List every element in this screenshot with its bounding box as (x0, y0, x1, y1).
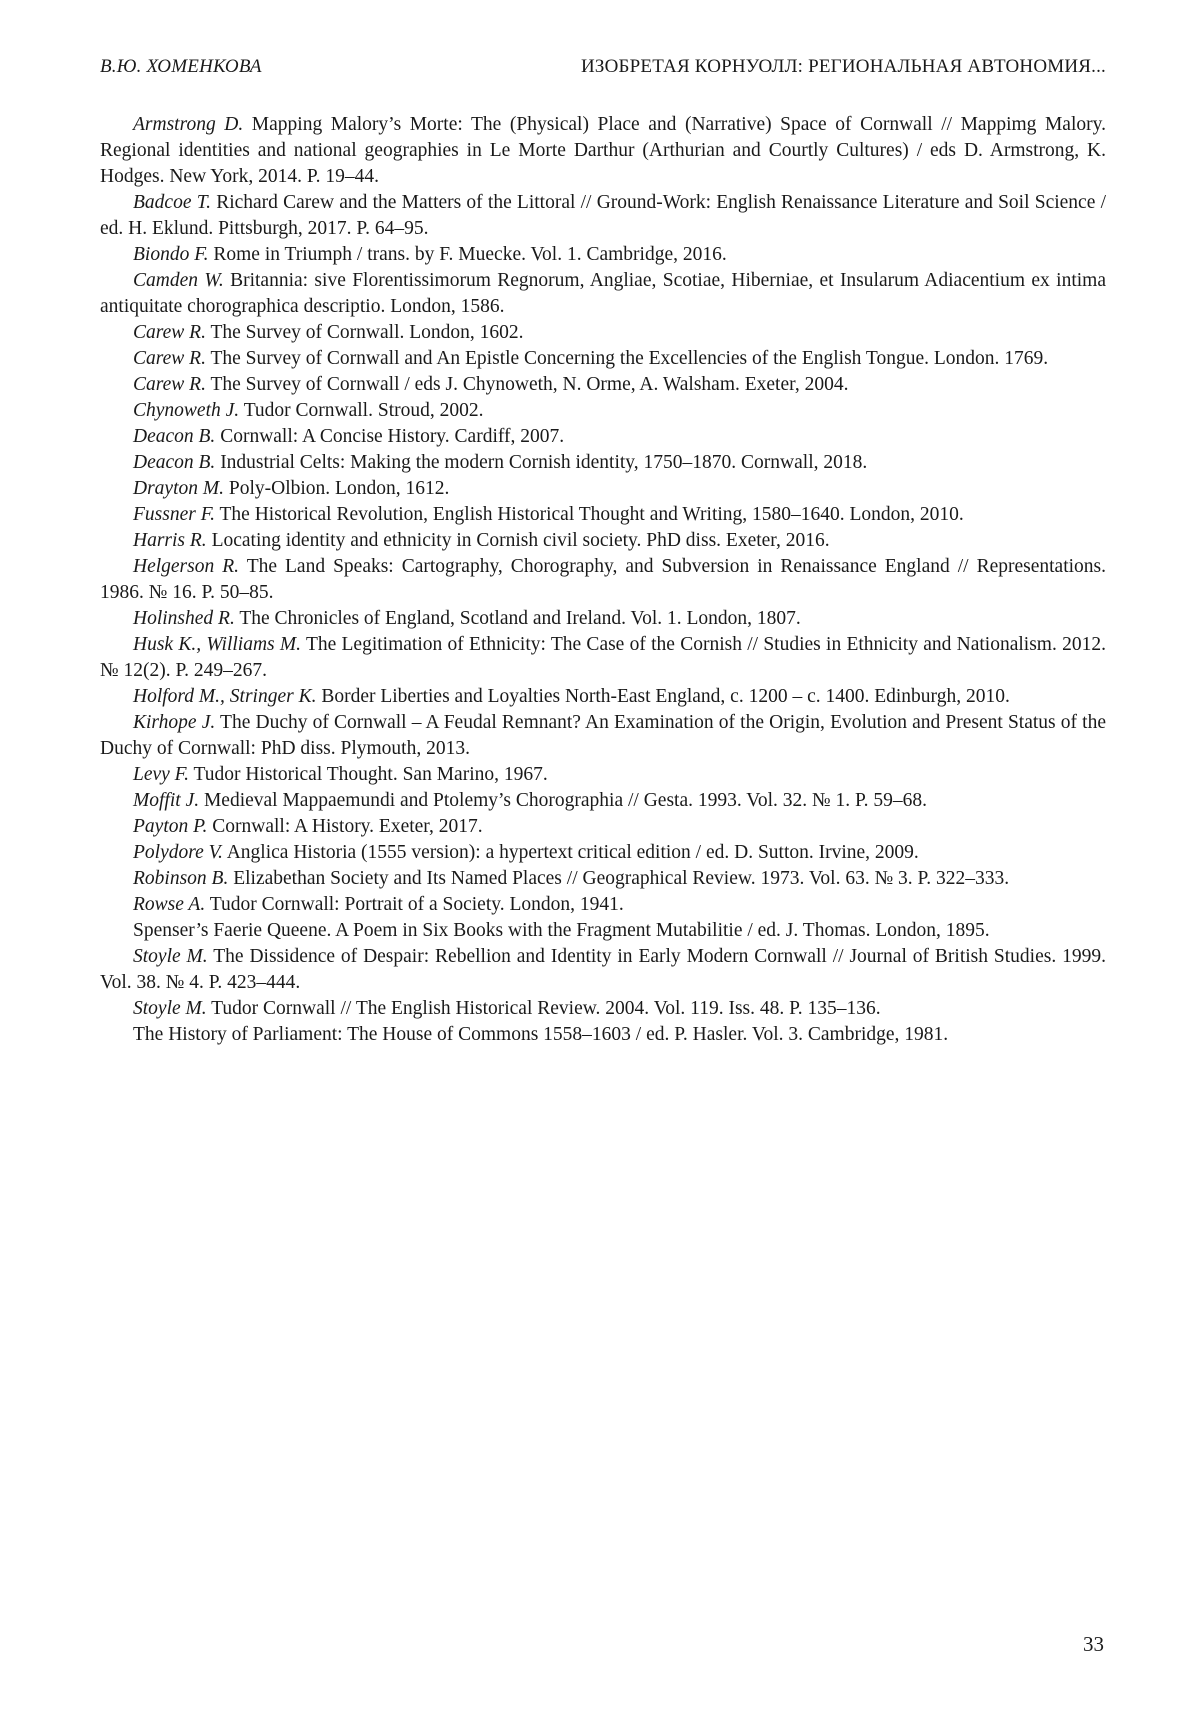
reference-text: The Survey of Cornwall. London, 1602. (210, 322, 524, 343)
reference-author: Payton P. (133, 816, 208, 837)
reference-entry (100, 710, 1106, 762)
reference-entry (100, 606, 1106, 632)
reference-entry (100, 788, 1106, 814)
reference-entry (100, 632, 1106, 684)
reference-author: Kirhope J. (133, 712, 216, 733)
reference-text: Cornwall: A Concise History. Cardiff, 2007. (220, 426, 565, 447)
reference-author: Deacon B. (133, 452, 216, 473)
reference-text: Anglica Historia (1555 version): a hypertext critical edition / ed. D. Sutton. Irvine, 2009. (226, 842, 919, 863)
reference-entry (100, 918, 1106, 944)
reference-entry (100, 372, 1106, 398)
reference-entry (100, 476, 1106, 502)
reference-text: The Chronicles of England, Scotland and Ireland. Vol. 1. London, 1807. (239, 608, 801, 629)
reference-text: Richard Carew and the Matters of the Littoral // Ground-Work: English Renaissance Literature and Soil Science / ed. H. Eklund. Pittsburgh, 2017. P. 64–95. (100, 192, 1106, 239)
reference-author: Robinson B. (133, 868, 229, 889)
reference-text: Tudor Historical Thought. San Marino, 1967. (193, 764, 548, 785)
reference-text: The Legitimation of Ethnicity: The Case of the Cornish // Studies in Ethnicity and Nationalism. 2012. № 12(2). P. 249–267. (100, 634, 1106, 681)
reference-text: Spenser’s Faerie Queene. A Poem in Six Books with the Fragment Mutabilitie / ed. J. Thomas. London, 1895. (133, 920, 990, 941)
reference-author: Stoyle M. (133, 998, 207, 1019)
reference-entry (100, 892, 1106, 918)
reference-author: Deacon B. (133, 426, 216, 447)
reference-entry (100, 242, 1106, 268)
reference-text: Rome in Triumph / trans. by F. Muecke. Vol. 1. Cambridge, 2016. (213, 244, 727, 265)
reference-entry (100, 996, 1106, 1022)
references-list (100, 112, 1106, 1048)
reference-text: Elizabethan Society and Its Named Places // Geographical Review. 1973. Vol. 63. № 3. P. 322–333. (233, 868, 1010, 889)
reference-text: Tudor Cornwall // The English Historical Review. 2004. Vol. 119. Iss. 48. P. 135–136. (211, 998, 881, 1019)
reference-entry (100, 866, 1106, 892)
reference-author: Drayton M. (133, 478, 224, 499)
reference-text: The Survey of Cornwall and An Epistle Concerning the Excellencies of the English Tongue. London. 1769. (210, 348, 1049, 369)
reference-entry (100, 944, 1106, 996)
reference-entry (100, 554, 1106, 606)
reference-entry (100, 528, 1106, 554)
reference-author: Moffit J. (133, 790, 200, 811)
reference-author: Badcoe T. (133, 192, 211, 213)
reference-text: Cornwall: A History. Exeter, 2017. (212, 816, 483, 837)
reference-entry (100, 1022, 1106, 1048)
reference-author: Polydore V. (133, 842, 223, 863)
reference-author: Husk K., Williams M. (133, 634, 302, 655)
reference-text: The Dissidence of Despair: Rebellion and Identity in Early Modern Cornwall // Journal of British Studies. 1999. Vol. 38. № 4. P. 423–444. (100, 946, 1106, 993)
reference-entry (100, 840, 1106, 866)
reference-entry (100, 424, 1106, 450)
reference-text: The Survey of Cornwall / eds J. Chynoweth, N. Orme, A. Walsham. Exeter, 2004. (210, 374, 849, 395)
reference-text: Mapping Malory’s Morte: The (Physical) Place and (Narrative) Space of Cornwall // Mappimg Malory. Regional identities and national geographies in Le Morte Darthur (Arthurian and Courtly Cultures) / eds D. Armstrong, K. Hodges. New York, 2014. P. 19–44. (100, 114, 1106, 187)
reference-author: Armstrong D. (133, 114, 244, 135)
reference-entry (100, 320, 1106, 346)
reference-entry (100, 450, 1106, 476)
reference-text: Tudor Cornwall. Stroud, 2002. (243, 400, 484, 421)
reference-author: Fussner F. (133, 504, 215, 525)
reference-author: Carew R. (133, 348, 206, 369)
reference-text: Britannia: sive Florentissimorum Regnorum, Angliae, Scotiae, Hiberniae, et Insularum Adiacentium ex intima antiquitate chorographica descriptio. London, 1586. (100, 270, 1106, 317)
running-head-title: ИЗОБРЕТАЯ КОРНУОЛЛ: РЕГИОНАЛЬНАЯ АВТОНОМИЯ... (580, 56, 1106, 77)
reference-text: The History of Parliament: The House of Commons 1558–1603 / ed. P. Hasler. Vol. 3. Cambridge, 1981. (133, 1024, 949, 1045)
reference-author: Biondo F. (133, 244, 209, 265)
reference-entry (100, 762, 1106, 788)
reference-author: Levy F. (133, 764, 189, 785)
reference-author: Camden W. (133, 270, 224, 291)
reference-author: Rowse A. (133, 894, 206, 915)
reference-author: Chynoweth J. (133, 400, 240, 421)
reference-entry (100, 684, 1106, 710)
reference-author: Carew R. (133, 322, 206, 343)
reference-author: Helgerson R. (133, 556, 240, 577)
reference-text: Medieval Mappaemundi and Ptolemy’s Chorographia // Gesta. 1993. Vol. 32. № 1. P. 59–68. (203, 790, 928, 811)
reference-author: Carew R. (133, 374, 206, 395)
reference-author: Harris R. (133, 530, 207, 551)
reference-entry (100, 398, 1106, 424)
reference-author: Holford M., Stringer K. (133, 686, 317, 707)
reference-author: Stoyle M. (133, 946, 208, 967)
reference-text: Poly-Olbion. London, 1612. (228, 478, 450, 499)
reference-text: Locating identity and ethnicity in Cornish civil society. PhD diss. Exeter, 2016. (211, 530, 830, 551)
reference-entry (100, 502, 1106, 528)
reference-entry (100, 814, 1106, 840)
reference-entry (100, 190, 1106, 242)
reference-entry (100, 112, 1106, 190)
reference-text: The Land Speaks: Cartography, Chorography, and Subversion in Renaissance England // Representations. 1986. № 16. P. 50–85. (100, 556, 1107, 603)
reference-entry (100, 268, 1106, 320)
reference-text: The Duchy of Cornwall – A Feudal Remnant? An Examination of the Origin, Evolution and Present Status of the Duchy of Cornwall: PhD diss. Plymouth, 2013. (100, 712, 1106, 759)
reference-entry (100, 346, 1106, 372)
running-head-author: В.Ю. ХОМЕНКОВА (100, 56, 262, 77)
reference-text: The Historical Revolution, English Historical Thought and Writing, 1580–1640. London, 2010. (219, 504, 964, 525)
reference-text: Tudor Cornwall: Portrait of a Society. London, 1941. (209, 894, 624, 915)
reference-text: Industrial Celts: Making the modern Cornish identity, 1750–1870. Cornwall, 2018. (220, 452, 868, 473)
running-head (100, 56, 1106, 78)
page-number: 33 (1083, 1632, 1104, 1656)
reference-text: Border Liberties and Loyalties North-East England, c. 1200 – c. 1400. Edinburgh, 2010. (321, 686, 1010, 707)
reference-author: Holinshed R. (133, 608, 235, 629)
